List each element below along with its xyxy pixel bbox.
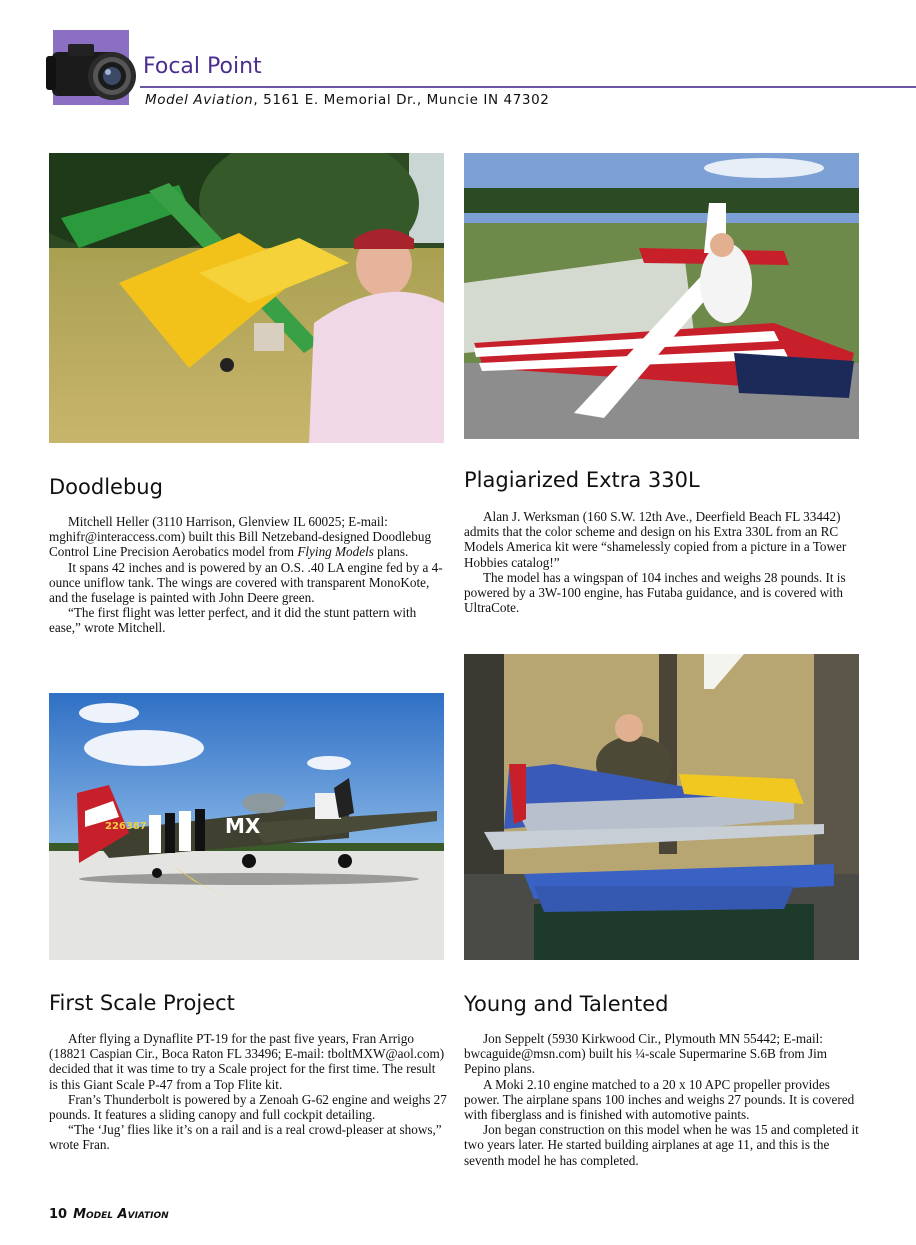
scale-title: First Scale Project: [49, 991, 235, 1015]
young-paragraph-3: Jon began construction on this model when he was 15 and completed it two years later. He started building airplanes at age 11, and this is the seventh model he has completed.: [464, 1122, 859, 1168]
scale-paragraph-1: After flying a Dynaflite PT-19 for the past five years, Fran Arrigo (18821 Caspian Cir., Boca Raton FL 33496; E-mail: tboltMXW@aol.com) decided that it was time to try a Scale project for the first time. The result is this Giant Scale P-47 from a Top Flite kit.: [49, 1031, 445, 1092]
scale-body: [49, 1031, 447, 1153]
young-paragraph-1: Jon Seppelt (5930 Kirkwood Cir., Plymouth MN 55442; E-mail: bwcaguide@msn.com) built his ¼-scale Supermarine S.6B from Jim Pepino plans.: [464, 1031, 828, 1077]
s6b-photo: [464, 654, 859, 960]
camera-icon: [46, 40, 138, 102]
header-address: [145, 92, 550, 108]
extra-paragraph-1: Alan J. Werksman (160 S.W. 12th Ave., Deerfield Beach FL 33442) admits that the color scheme and design on his Extra 330L from an RC Models America kit were “shamelessly copied from a picture in a Tower Hobbies catalog!”: [464, 509, 847, 570]
extra-photo: [464, 153, 859, 439]
doodlebug-paragraph-2: It spans 42 inches and is powered by an O.S. .40 LA engine fed by a 4-ounce uniflow tank. The wings are covered with transparent MonoKote, and the fuselage is painted with John Deere green.: [49, 559, 443, 606]
doodlebug-photo: [49, 153, 444, 443]
folio-magazine-name: Model Aviation: [73, 1207, 169, 1222]
page-number: 10: [49, 1207, 68, 1222]
extra-title: Plagiarized Extra 330L: [464, 468, 700, 492]
magazine-name: Model Aviation: [145, 92, 254, 108]
young-paragraph-2: A Moki 2.10 engine matched to a 20 x 10 APC propeller provides power. The airplane spans 100 inches and weighs 27 pounds. It is covered with fiberglass and is finished with automotive paints.: [464, 1076, 855, 1123]
header-rule: [140, 86, 916, 88]
doodlebug-paragraph-1: Mitchell Heller (3110 Harrison, Glenview IL 60025; E-mail: mghifr@interaccess.com) built this Bill Netzeband-designed Doodlebug Control Line Precision Aerobatics model from Flying Models plans.: [49, 514, 432, 560]
p47-tail-number: 226387: [105, 821, 147, 832]
young-title: Young and Talented: [464, 992, 669, 1016]
doodlebug-body: [49, 514, 447, 636]
extra-body: [464, 509, 859, 615]
page-folio: [49, 1207, 169, 1222]
doodlebug-paragraph-3: “The first flight was letter perfect, and it did the stunt pattern with ease,” wrote Mitchell.: [49, 605, 417, 636]
address-text: , 5161 E. Memorial Dr., Muncie IN 47302: [253, 92, 550, 108]
page-title: Focal Point: [143, 54, 262, 79]
p47-code-letters: MX: [225, 814, 261, 838]
p47-photo: [49, 693, 444, 960]
scale-paragraph-3: “The ‘Jug’ flies like it’s on a rail and is a real crowd-pleaser at shows,” wrote Fran.: [49, 1122, 442, 1153]
scale-paragraph-2: Fran’s Thunderbolt is powered by a Zenoah G-62 engine and weighs 27 pounds. It features a sliding canopy and full cockpit detailing.: [49, 1091, 447, 1123]
young-body: [464, 1031, 862, 1168]
doodlebug-title: Doodlebug: [49, 475, 163, 499]
extra-paragraph-2: The model has a wingspan of 104 inches and weighs 28 pounds. It is powered by a 3W-100 engine, has Futaba guidance, and is covered with UltraCote.: [464, 569, 846, 616]
